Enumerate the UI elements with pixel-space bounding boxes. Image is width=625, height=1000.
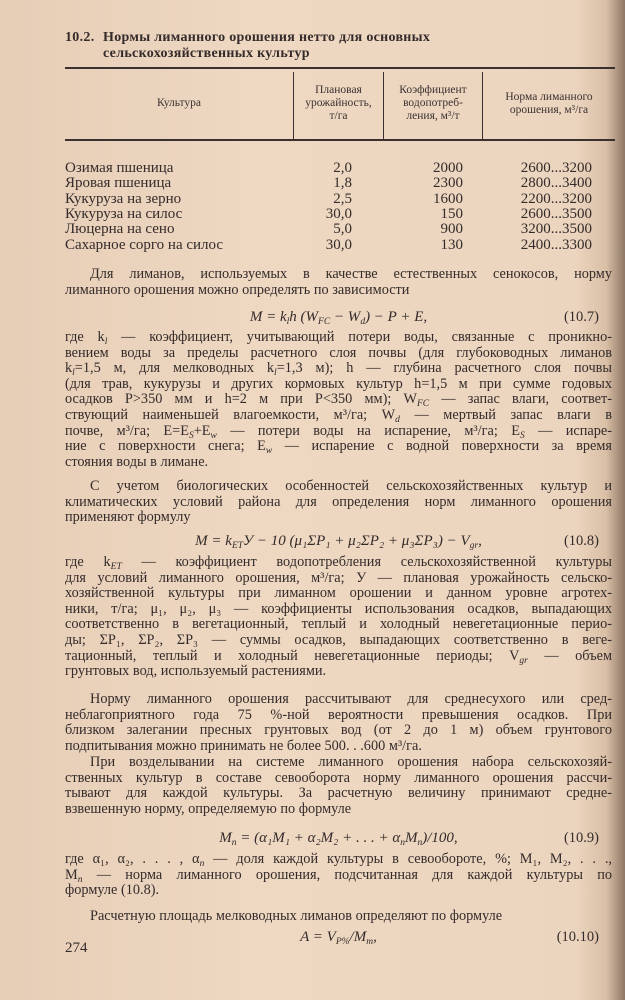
crop-name-cell: Люцерна на сено — [65, 221, 175, 238]
formula — [65, 928, 612, 951]
equation-number: (10.9) — [563, 830, 599, 846]
text-segment: (для трав, кукурузы и других кормовых культур h=1,5 м при сумме годовых — [65, 375, 612, 392]
text-segment: k — [65, 360, 73, 377]
paragraph-line — [65, 851, 612, 867]
table-title-line-2-wrap — [65, 46, 310, 62]
equation-number: (10.8) — [563, 533, 599, 549]
table-row — [65, 206, 613, 222]
text-segment: Для лиманов, используемых в качестве естественных сенокосов, норму — [90, 266, 612, 282]
subscript: n — [77, 874, 83, 885]
subscript: ET — [231, 541, 244, 551]
text-segment: ственных культур в составе севооборота норму лиманного орошения рассчи- — [65, 769, 612, 786]
text-segment: хозяйственной культуры при лиманном орошении и данном уровне агротех- — [65, 585, 612, 602]
paragraph-line — [65, 707, 612, 723]
subscript: FC — [318, 317, 331, 327]
crop-name-cell: Кукуруза на силос — [65, 205, 183, 222]
text-segment: При возделывании на системе лиманного орошения набора сельскохозяй- — [90, 754, 612, 770]
text-segment: — коэффициент водопотребления сельскохозяйственной культуры — [121, 554, 612, 570]
text-segment: /M — [349, 929, 367, 945]
paragraph-line — [65, 554, 612, 570]
paragraph-line — [65, 585, 612, 601]
paragraph-line — [65, 509, 612, 525]
text-segment: — мертвый запас влаги в — [399, 407, 612, 423]
subscript: S — [188, 430, 194, 441]
paragraph-line — [65, 722, 612, 738]
text-segment: M — [219, 830, 232, 846]
text-segment: — доля каждой культуры в севообороте, %; M₁, M₂, . . ., — [204, 851, 612, 867]
equation-number: (10.7) — [563, 309, 599, 325]
yield-cell: 30,0 — [325, 236, 352, 253]
text-segment: =1,5 м, для мелководных k — [74, 360, 275, 377]
subscript: gr — [519, 655, 528, 666]
text-segment: формуле (10.8). — [65, 882, 160, 899]
header-text: урожайность, — [305, 97, 372, 109]
yield-cell: 5,0 — [333, 221, 352, 238]
paragraph-line — [65, 345, 612, 361]
irrigation-norm-cell: 3200...3500 — [520, 221, 592, 238]
subscript: m — [366, 937, 374, 947]
text-segment: вением воды за пределы расчетного слоя почвы (для глубоководных лиманов — [65, 344, 612, 361]
subscript: FC — [416, 399, 430, 410]
text-segment: Норму лиманного орошения рассчитывают для среднесухого или сред- — [90, 691, 612, 707]
text-segment: M = k — [195, 533, 232, 549]
header-text: Норма лиманного — [505, 91, 593, 103]
formula-expression — [219, 830, 457, 846]
irrigation-norm-cell: 2600...3200 — [520, 160, 592, 176]
formula-expression — [195, 533, 482, 549]
header-text: орошения, м³/га — [509, 104, 589, 116]
text-segment: )/100, — [422, 830, 458, 846]
text-segment: где α₁, α₂, . . . , α — [65, 851, 200, 867]
text-segment: — норма лиманного орошения, подсчитанная для каждой культуры по — [82, 866, 612, 883]
text-segment: h (W — [289, 309, 319, 325]
table-row — [65, 175, 613, 191]
subscript: ET — [110, 562, 122, 572]
paragraph-line — [90, 908, 612, 924]
water-coefficient-cell: 130 — [440, 236, 463, 253]
text-segment: тывают для каждой культуры. За расчетную величину принимают средне- — [65, 785, 612, 802]
subscript: d — [360, 317, 366, 327]
paragraph-line — [65, 376, 612, 392]
text-segment: тационный, теплый и холодный невегетационные периоды; V — [65, 647, 520, 664]
formula-expression — [300, 929, 377, 945]
subscript: S — [519, 430, 525, 441]
text-segment: M = k — [249, 309, 287, 325]
text-segment: — коэффициент, учитывающий потери воды, связанные с проникно- — [107, 329, 612, 345]
subscript: d — [395, 415, 400, 425]
table-row — [65, 237, 613, 253]
paragraph-line — [65, 282, 612, 298]
irrigation-norm-cell: 2200...3200 — [520, 190, 592, 207]
table-title-line-2: сельскохозяйственных культур — [103, 46, 310, 61]
irrigation-norm-cell: 2400...3300 — [520, 236, 592, 253]
text-segment: ствующий наименьшей влагоемкости, м³/га; W — [65, 407, 396, 423]
subscript: n — [231, 838, 237, 848]
subscript: n — [417, 838, 423, 848]
irrigation-norm-cell: 2800...3400 — [520, 175, 592, 192]
subscript: gr — [469, 541, 479, 551]
text-segment: − W — [330, 309, 361, 325]
paragraph-line — [90, 754, 612, 770]
paragraph-line — [65, 801, 612, 817]
text-segment: ды; ΣP₁, ΣP₂, ΣP₃ — суммы осадков, выпадающих соответственно в веге- — [65, 632, 612, 648]
text-segment: лиманного орошения можно определять по зависимости — [65, 281, 410, 298]
text-segment: A = V — [300, 929, 336, 945]
text-segment: — запас влаги, соответ- — [429, 391, 612, 408]
text-segment: стояния воды в лимане. — [65, 453, 209, 470]
text-segment: грунтовых вод, используемый растениями. — [65, 663, 327, 680]
water-coefficient-cell: 1600 — [433, 190, 463, 207]
text-segment: — объем — [527, 647, 612, 664]
subscript: w — [210, 430, 217, 441]
crop-name-cell: Озимая пшеница — [65, 160, 174, 176]
text-segment: ники, т/га; μ₁, μ₂, μ₃ — коэффициенты использования осадков, выпадающих — [65, 600, 612, 617]
text-segment: для условий лиманного орошения, м³/га; У — плановая урожайность сельско- — [65, 569, 612, 586]
paragraph-line — [90, 691, 612, 707]
formula — [65, 308, 612, 331]
irrigation-norm-cell: 2600...3500 — [520, 205, 592, 222]
table-title — [65, 30, 430, 46]
text-segment: , — [373, 929, 377, 945]
paragraph-line — [65, 423, 612, 439]
table-row — [65, 221, 613, 237]
page-number: 274 — [65, 940, 88, 956]
table-number: 10.2. — [65, 30, 95, 45]
text-segment: У − 10 (μ₁ΣP₁ + μ₂ΣP₂ + μ₃ΣP₃) − V — [243, 533, 470, 549]
paragraph-line — [65, 407, 612, 423]
subscript: l — [274, 368, 277, 379]
text-segment: близком залегании пресных грунтовых вод (от 2 до 1 м) объем грунтового — [65, 722, 612, 739]
header-water-coefficient — [384, 84, 482, 123]
subscript: l — [286, 317, 290, 327]
formula — [65, 532, 612, 555]
text-segment: где k — [65, 329, 105, 345]
yield-cell: 2,0 — [333, 160, 352, 176]
table-top-rule — [65, 67, 615, 69]
text-segment: M — [405, 830, 418, 846]
text-segment: осадков P>350 мм и h=2 м при P<350 мм); W — [65, 391, 417, 408]
water-coefficient-cell: 2300 — [433, 175, 463, 192]
water-coefficient-cell: 2000 — [433, 160, 463, 176]
paragraph-line — [65, 360, 612, 379]
paragraph-line — [90, 266, 612, 282]
text-segment: взвешенную норму, определяемую по формуле — [65, 800, 352, 817]
paragraph-line — [65, 438, 612, 457]
text-segment: = (α₁M₁ + α₂M₂ + . . . + α — [236, 830, 401, 846]
table-row — [65, 191, 613, 207]
paragraph-line — [65, 663, 612, 679]
table-header-rule — [65, 139, 615, 141]
crop-name-cell: Яровая пшеница — [65, 175, 172, 192]
header-text: водопотреб- — [403, 97, 463, 109]
text-segment: почве, м³/га; E=E — [65, 422, 189, 439]
yield-cell: 2,5 — [333, 190, 352, 207]
paragraph-line — [65, 329, 612, 345]
header-text: т/га — [329, 110, 348, 122]
header-text: Культура — [156, 97, 202, 109]
text-segment: где k — [65, 554, 111, 570]
paragraph-line — [65, 648, 612, 664]
text-segment: +E — [193, 422, 211, 439]
paragraph-line — [65, 882, 612, 898]
paragraph-line — [65, 770, 612, 786]
header-irrigation-norm — [483, 91, 615, 117]
formula-expression — [250, 309, 427, 325]
text-segment: Расчетную площадь мелководных лиманов определяют по формуле — [90, 908, 503, 924]
subscript: n — [400, 838, 406, 848]
water-coefficient-cell: 150 — [440, 205, 463, 222]
text-segment: — потери воды на испарение, м³/га; E — [216, 422, 520, 439]
text-segment: неблагоприятного года 75 %-ной вероятности превышения осадков. При — [65, 706, 612, 723]
paragraph-line — [65, 785, 612, 801]
paragraph-line — [65, 601, 612, 617]
paragraph-line — [65, 454, 612, 470]
text-segment: подпитывания можно принимать не более 500. . .600 м³/га. — [65, 737, 422, 754]
crop-name-cell: Кукуруза на зерно — [65, 190, 182, 207]
equation-number: (10.10) — [556, 929, 599, 945]
text-segment: =1,3 м); h — глубина расчетного слоя почвы — [276, 360, 612, 377]
paragraph-line — [65, 616, 612, 632]
header-text: ления, м³/т — [406, 110, 460, 122]
subscript: n — [199, 859, 205, 869]
subscript: l — [104, 337, 108, 347]
table-title-line-1: Нормы лиманного орошения нетто для основных — [103, 30, 431, 45]
subscript: P% — [335, 937, 350, 947]
yield-cell: 1,8 — [333, 175, 352, 192]
text-segment: , — [478, 533, 482, 549]
formula — [65, 829, 612, 852]
water-coefficient-cell: 900 — [440, 221, 463, 238]
paragraph-line — [65, 570, 612, 586]
yield-cell: 30,0 — [325, 205, 352, 222]
text-segment: M — [65, 866, 78, 883]
text-segment: климатических условий района для определения норм лиманного орошения — [65, 493, 612, 510]
text-segment: — испарение с водной поверхности за время — [272, 438, 612, 455]
paragraph-line — [65, 738, 612, 754]
header-yield — [294, 84, 383, 123]
header-text: Коэффициент — [399, 84, 467, 96]
text-segment: ние с поверхности снега; E — [65, 438, 266, 455]
text-segment: — испаре- — [524, 422, 612, 439]
paragraph-line — [90, 478, 612, 494]
subscript: w — [265, 446, 273, 457]
crop-name-cell: Сахарное сорго на силос — [65, 236, 224, 253]
text-segment: соответственно в вегетационный, теплый и холодный невегетационные перио- — [65, 616, 612, 633]
text-segment: ) − P + E, — [365, 309, 428, 325]
paragraph-line — [65, 494, 612, 510]
text-segment: применяют формулу — [65, 509, 191, 526]
paragraph-line — [65, 391, 612, 410]
text-segment: С учетом биологических особенностей сельскохозяйственных культур и — [90, 478, 612, 494]
table-row — [65, 160, 613, 176]
subscript: l — [72, 368, 75, 379]
paragraph-line — [65, 632, 612, 648]
paragraph-line — [65, 867, 612, 883]
header-culture — [65, 97, 293, 110]
header-text: Плановая — [315, 84, 362, 96]
